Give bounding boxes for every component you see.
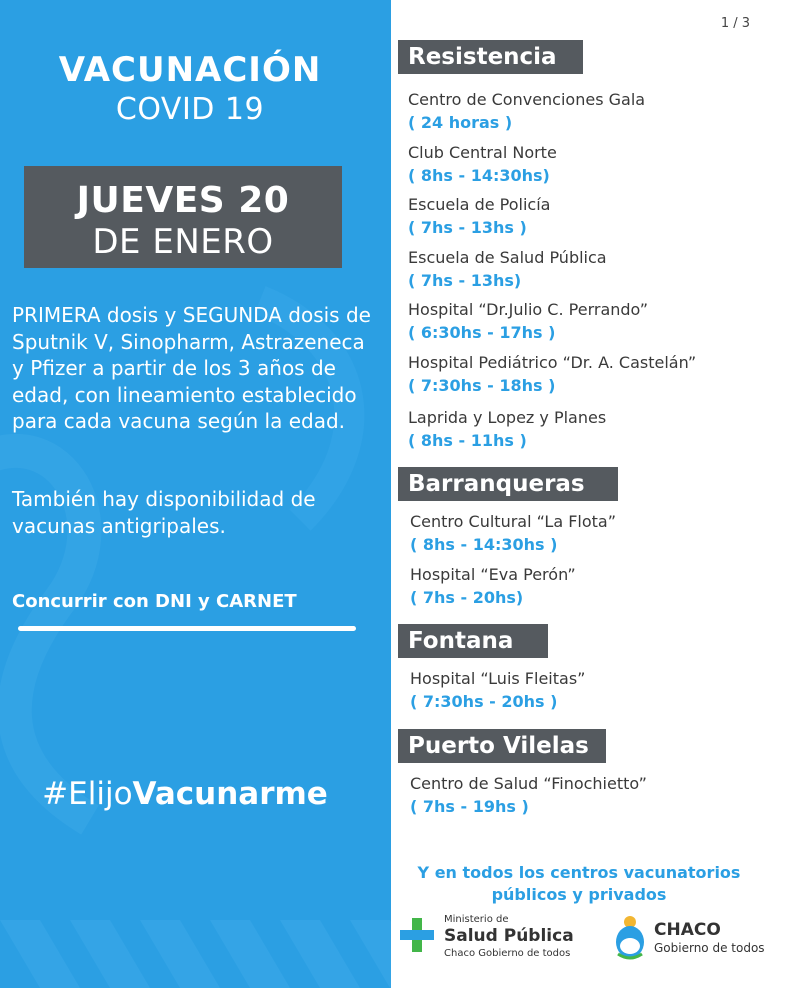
footer-line-2: públicos y privados [491,885,667,904]
chaco-logo [612,914,782,964]
date-day: JUEVES 20 [76,180,290,221]
location-item [408,143,557,186]
vaccine-info-text: PRIMERA dosis y SEGUNDA dosis de Sputnik V, Sinopharm, Astrazeneca y Pfizer a partir de los 3 años de edad, con lineamiento establecido para cada vacuna según la edad. [12,303,371,433]
ministry-name: Salud Pública [444,926,574,946]
location-hours: ( 7:30hs - 20hs ) [410,692,558,711]
location-name: Hospital “Dr.Julio C. Perrando” [408,300,649,319]
page-indicator: 1 / 3 [720,16,750,31]
location-item [410,512,616,555]
location-name: Centro Cultural “La Flota” [410,512,617,531]
location-hours: ( 24 horas ) [408,113,513,132]
location-item [408,300,648,343]
location-hours: ( 7hs - 20hs) [410,588,524,607]
requirement-underline [18,626,356,631]
hashtag [0,776,370,812]
city-header-barranqueras: Barranqueras [398,467,618,501]
location-hours: ( 7hs - 13hs ) [408,218,527,237]
location-hours: ( 7hs - 19hs ) [410,797,529,816]
location-name: Club Central Norte [408,143,557,162]
ministry-small-text: Ministerio de [444,914,509,925]
hashtag-suffix: Vacunarme [132,776,328,812]
chaco-name: CHACO [654,920,721,940]
location-item [408,408,606,451]
campaign-title: VACUNACIÓN [58,50,322,90]
city-header-fontana: Fontana [398,624,548,658]
footer-line-1: Y en todos los centros vacunatorios [417,863,741,882]
campaign-subtitle: COVID 19 [115,92,265,127]
left-panel [0,0,391,988]
location-hours: ( 6:30hs - 17hs ) [408,323,556,342]
city-header-resistencia: Resistencia [398,40,583,74]
location-name: Escuela de Salud Pública [408,248,607,267]
location-name: Escuela de Policía [408,195,551,214]
ministry-subtitle: Chaco Gobierno de todos [444,948,571,959]
location-item [408,90,645,133]
location-hours: ( 7hs - 13hs) [408,271,522,290]
hashtag-prefix: #Elijo [42,776,133,812]
bottom-stripes [0,900,391,988]
location-name: Hospital “Eva Perón” [410,565,576,584]
location-name: Hospital Pediátrico “Dr. A. Castelán” [408,353,697,372]
location-hours: ( 8hs - 14:30hs ) [410,535,558,554]
city-header-puerto-vilelas: Puerto Vilelas [398,729,606,763]
chaco-shield-icon [612,914,648,960]
location-item [408,195,550,238]
location-hours: ( 8hs - 14:30hs) [408,166,550,185]
location-hours: ( 7:30hs - 18hs ) [408,376,556,395]
location-item [410,669,585,712]
location-name: Centro de Salud “Finochietto” [410,774,647,793]
chaco-subtitle: Gobierno de todos [654,941,765,955]
location-hours: ( 8hs - 11hs ) [408,431,527,450]
location-item [410,565,576,608]
location-item [408,353,696,396]
location-name: Laprida y Lopez y Planes [408,408,607,427]
medical-cross-icon [400,918,434,952]
location-item [410,774,647,817]
ministry-logo [400,914,590,964]
location-item [408,248,607,291]
flu-vaccine-text: También hay disponibilidad de vacunas antigripales. [12,487,316,538]
date-box [24,166,342,268]
requirement-text: Concurrir con DNI y CARNET [12,591,297,612]
footer-note [400,862,758,906]
location-name: Centro de Convenciones Gala [408,90,646,109]
date-month: DE ENERO [92,222,274,262]
location-name: Hospital “Luis Fleitas” [410,669,586,688]
